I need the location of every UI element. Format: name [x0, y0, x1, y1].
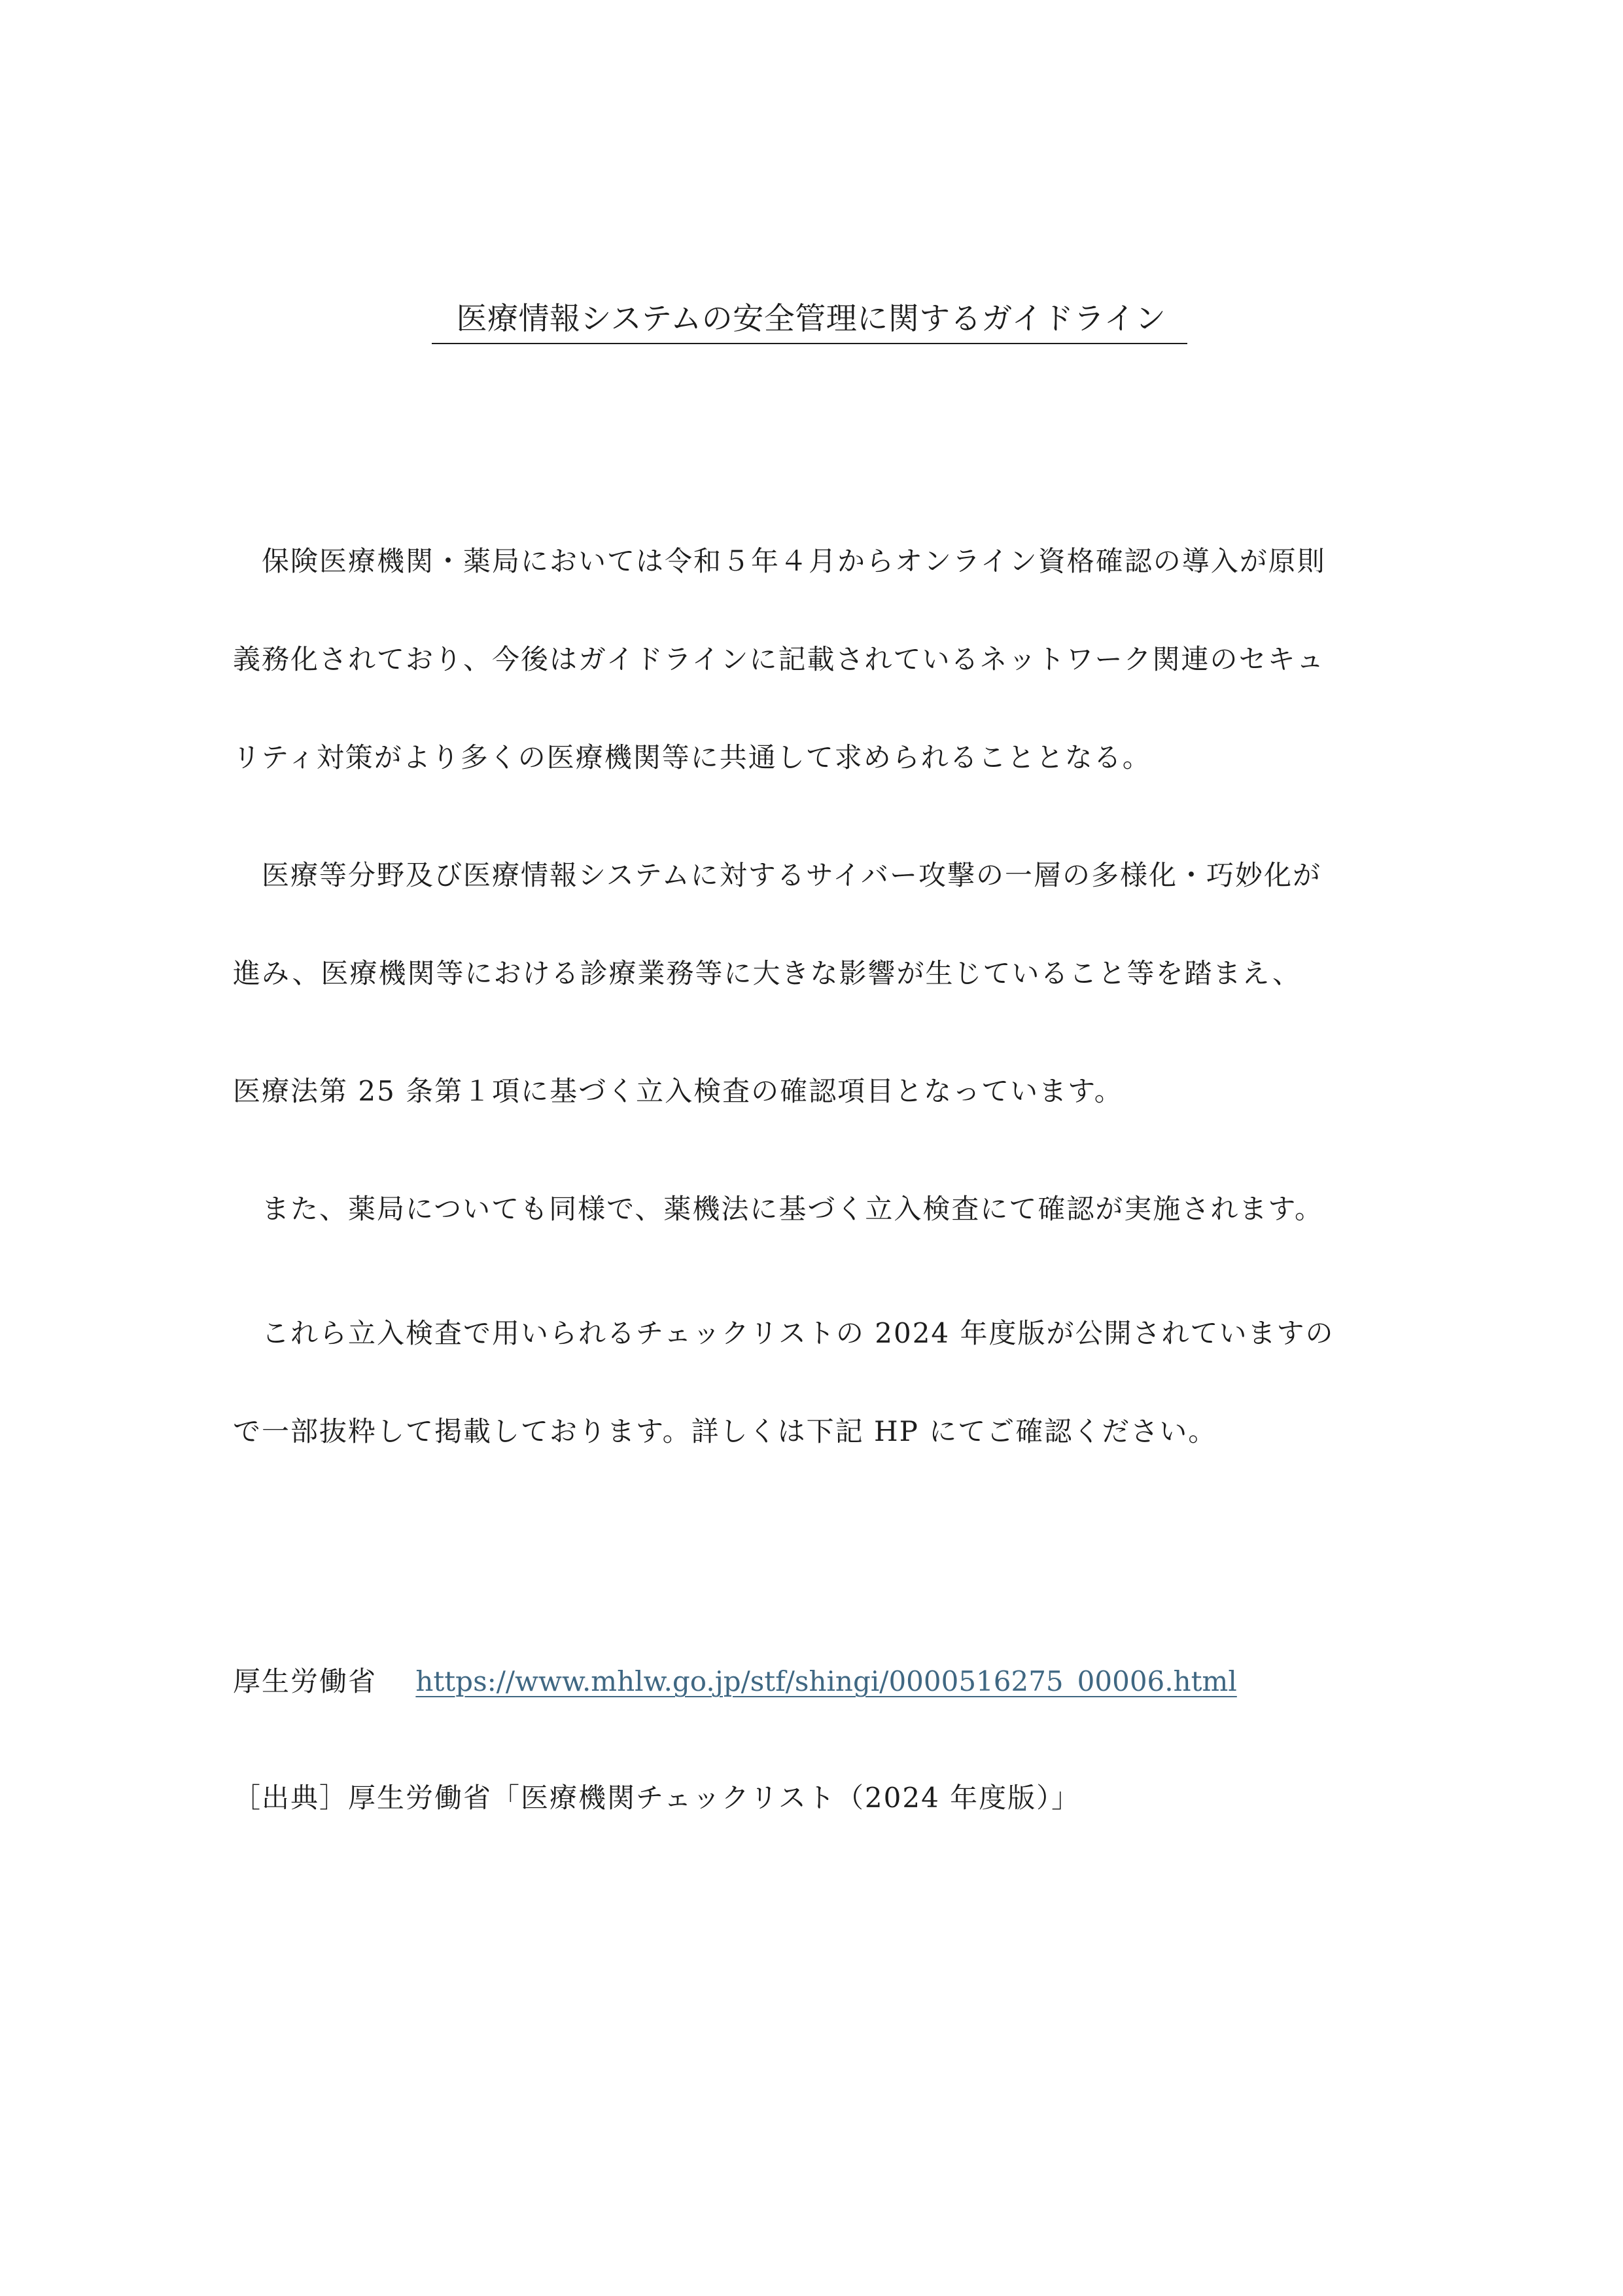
paragraph-3-line-1: また、薬局についても同様で、薬機法に基づく立入検査にて確認が実施されます。 [262, 1193, 1323, 1225]
reference-organization: 厚生労働省 [233, 1665, 377, 1697]
paragraph-1-line-1: 保険医療機関・薬局においては令和５年４月からオンライン資格確認の導入が原則 [262, 545, 1326, 577]
title-underline [432, 343, 1187, 344]
paragraph-4-line-1: これら立入検査で用いられるチェックリストの 2024 年度版が公開されていますの [262, 1317, 1335, 1349]
reference-link[interactable]: https://www.mhlw.go.jp/stf/shingi/0000516275_00006.html [415, 1665, 1237, 1697]
paragraph-1-line-3: リティ対策がより多くの医療機関等に共通して求められることとなる。 [233, 741, 1151, 773]
paragraph-2-line-3: 医療法第 25 条第１項に基づく立入検査の確認項目となっています。 [233, 1075, 1123, 1107]
paragraph-2-line-1: 医療等分野及び医療情報システムに対するサイバー攻撃の一層の多様化・巧妙化が [262, 859, 1322, 891]
source-note: ［出典］厚生労働省「医療機関チェックリスト（2024 年度版）」 [233, 1782, 1081, 1814]
document-title: 医療情報システムの安全管理に関するガイドライン [456, 301, 1166, 337]
paragraph-4-line-2: で一部抜粋して掲載しております。詳しくは下記 HP にてご確認ください。 [233, 1415, 1217, 1447]
paragraph-2-line-2: 進み、医療機関等における診療業務等に大きな影響が生じていること等を踏まえ、 [233, 957, 1302, 989]
reference-row [233, 1662, 1237, 1701]
paragraph-1-line-2: 義務化されており、今後はガイドラインに記載されているネットワーク関連のセキュ [233, 643, 1325, 675]
